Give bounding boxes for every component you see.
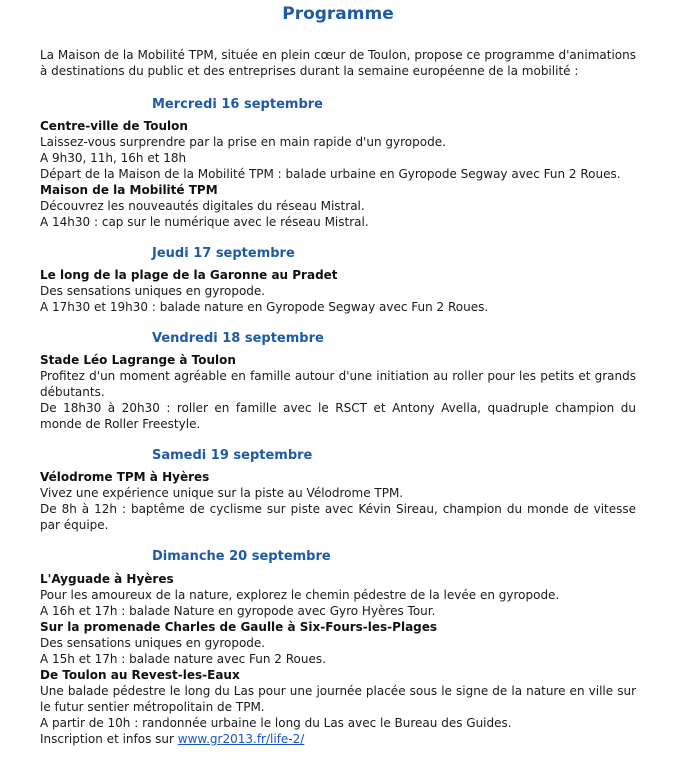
event-line: A partir de 10h : randonnée urbaine le long du Las avec le Bureau des Guides.	[40, 716, 512, 730]
day-heading-mercredi: Mercredi 16 septembre	[152, 97, 323, 112]
footer-prefix: Inscription et infos sur	[40, 732, 178, 746]
event-line: Laissez-vous surprendre par la prise en main rapide d'un gyropode.	[40, 135, 446, 149]
day-heading-dimanche: Dimanche 20 septembre	[152, 549, 331, 564]
event-line: De 18h30 à 20h30 : roller en famille avec le RSCT et Antony Avella, quadruple champion du monde de Roller Freestyle.	[40, 401, 636, 431]
event-line: De 8h à 12h : baptême de cyclisme sur piste avec Kévin Sireau, champion du monde de vitesse par équipe.	[40, 502, 636, 532]
event-location: Maison de la Mobilité TPM	[40, 183, 218, 197]
event-location: Stade Léo Lagrange à Toulon	[40, 353, 236, 367]
day-block-samedi	[40, 469, 636, 533]
event-location: Vélodrome TPM à Hyères	[40, 470, 210, 484]
info-link[interactable]: www.gr2013.fr/life-2/	[177, 732, 305, 746]
page-title: Programme	[282, 4, 394, 24]
event-location: Sur la promenade Charles de Gaulle à Six-Fours-les-Plages	[40, 620, 438, 634]
day-block-jeudi	[40, 267, 636, 315]
event-location: Le long de la plage de la Garonne au Pradet	[40, 268, 338, 282]
event-line: A 17h30 et 19h30 : balade nature en Gyropode Segway avec Fun 2 Roues.	[40, 300, 489, 314]
event-line: Pour les amoureux de la nature, explorez le chemin pédestre de la levée en gyropode.	[40, 588, 560, 602]
event-line: A 16h et 17h : balade Nature en gyropode avec Gyro Hyères Tour.	[40, 604, 436, 618]
intro-paragraph: La Maison de la Mobilité TPM, située en plein cœur de Toulon, propose ce programme d'animations à destinations du public et des entreprises durant la semaine européenne de la mobilité :	[40, 48, 636, 78]
event-line: Une balade pédestre le long du Las pour une journée placée sous le signe de la nature en ville sur le futur sentier métropolitain de TPM.	[40, 684, 636, 714]
day-block-dimanche	[40, 571, 636, 747]
day-heading-jeudi: Jeudi 17 septembre	[152, 246, 295, 261]
event-line: A 14h30 : cap sur le numérique avec le réseau Mistral.	[40, 215, 369, 229]
day-block-mercredi	[40, 118, 636, 230]
day-heading-vendredi: Vendredi 18 septembre	[152, 331, 324, 346]
event-line: Profitez d'un moment agréable en famille autour d'une initiation au roller pour les petits et grands débutants.	[40, 369, 636, 399]
event-line: Découvrez les nouveautés digitales du réseau Mistral.	[40, 199, 365, 213]
day-heading-samedi: Samedi 19 septembre	[152, 448, 313, 463]
event-location: Centre-ville de Toulon	[40, 119, 188, 133]
event-line: Des sensations uniques en gyropode.	[40, 636, 266, 650]
event-line: Départ de la Maison de la Mobilité TPM : balade urbaine en Gyropode Segway avec Fun 2 Roues.	[40, 167, 621, 181]
event-location: L'Ayguade à Hyères	[40, 572, 174, 586]
event-line: Vivez une expérience unique sur la piste au Vélodrome TPM.	[40, 486, 404, 500]
event-location: De Toulon au Revest-les-Eaux	[40, 668, 240, 682]
event-line: Des sensations uniques en gyropode.	[40, 284, 266, 298]
footer-line	[40, 731, 636, 747]
event-line: A 15h et 17h : balade nature avec Fun 2 Roues.	[40, 652, 326, 666]
event-line: A 9h30, 11h, 16h et 18h	[40, 151, 187, 165]
day-block-vendredi	[40, 352, 636, 432]
